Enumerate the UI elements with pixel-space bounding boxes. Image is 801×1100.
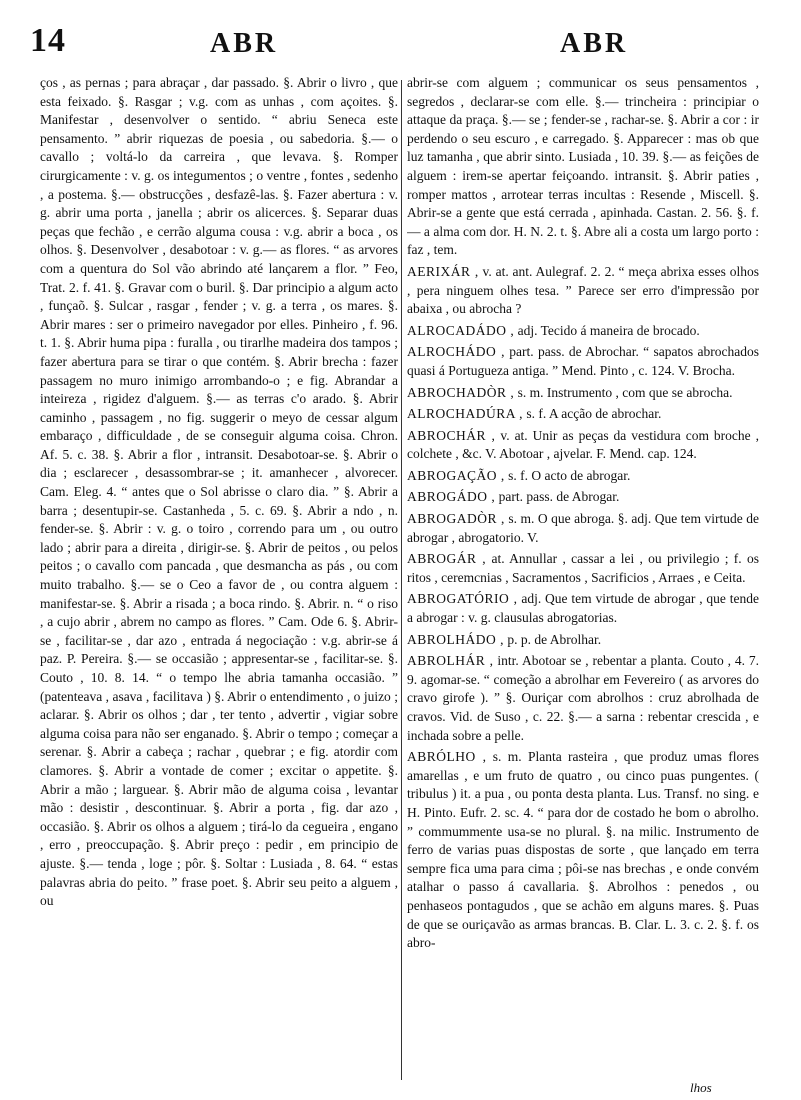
- dictionary-entry: [407, 550, 759, 587]
- entry-definition: adj. Tecido á maneira de brocado.: [514, 322, 700, 338]
- dictionary-entry: [407, 652, 759, 745]
- entry-definition: adj. Que tem virtude de abrogar , que tende a abrogar : v. g. clausulas abrogatorias.: [407, 591, 759, 626]
- entry-definition: p. p. de Abrolhar.: [504, 631, 602, 647]
- entry-definition: intr. Abotoar se , rebentar a planta. Couto , 4. 7. 9. agomar-se. “ começão a abrolhar em Fevereiro ( as arvores do cravo girofe ). ” §. Ouriçar com abrolhos : cruz abrolhada de cravos. Vid. de Suso , c. 22. §.— a sarna : rebentar crescida , e inchada sobre a pelle.: [407, 653, 759, 743]
- dictionary-entry: [407, 631, 759, 650]
- entry-headword: ABROGÁDO ,: [407, 489, 496, 505]
- entry-definition: s. m. Planta rasteira , que produz umas flores amarellas , e um fruto de quatro , ou cinco puas pungentes. ( tribulus ) it. a pua , ou ponta desta planta. Lus. Transf. no sing. e H. Pinto. Eufr. 2. sc. 4. “ para dor de costado he bom o abrolho. ” commummente usa-se no plural. §. na milic. Instrumento de ferro de varias puas dispostas de sorte , que lançado em terra sempre fica uma para cima ; pôi-se nas brechas , e onde convém atalhar o passo á cavallaria. §. Abrolhos : penedos , ou penhaseos pontagudos , que se achão em alguns mares. §. Puas de que se ouriçavão as armas brancas. B. Clar. L. 3. c. 2. §. f. os abro-: [407, 749, 759, 951]
- dictionary-entry: [407, 488, 759, 507]
- catchword: lhos: [690, 1080, 712, 1095]
- right-column: [407, 74, 759, 1084]
- entry-definition: s. m. Instrumento , com que se abrocha.: [514, 384, 733, 400]
- entry-definition: v. at. ant. Aulegraf. 2. 2. “ meça abrixa esses olhos , pera ninguem olhes tesa. ” Parece ser erro d'impressão por abaixa , ou abrocha ?: [407, 263, 759, 317]
- left-column-text: ços , as pernas ; para abraçar , dar passado. §. Abrir o livro , que esta feixado. §. Rasgar ; v.g. com as unhas , com açoites. §. Manifestar , desenvolver o sentido. “ abriu Seneca este pensamento. ” abrir riquezas de poesia , ou sabedoria. §.— o cavallo ; voltá-lo da carreira , que levava. §. Romper cirurgicamente : v. g. os integumentos ; o ventre , fontes , sedenho , a postema. §.— obstrucções , desfazê-las. §. Fazer abertura : v. g. abrir uma porta , janella ; abrir os alicerces. §. Separar duas peças que fechão , e cerrão alguma cousa : v.g. abrir a boca , os olhos. §. Desenvolver , desabotoar : v. g.— as flores. “ as arvores com a quentura do Sol vão abrindo até lançarem a flor. ” Feo, Trat. 2. f. 41. §. Gravar com o buril. §. Dar principio a algum acto , funçaõ. §. Sulcar , rasgar , fender ; v. g. a terra , os mares. §. Abrir mares : ser o primeiro navegador por elles. Pinheiro , f. 96. t. 1. §. Abrir huma pipa : furalla , ou tirarlhe madeira dos tampos ; fazer abertura para se tirar o que contém. §. Abrir brecha : fazer passagem no muro inimigo arrombando-o ; e fig. Abrandar a inteireza , rigidez d'alguem. §.— as terras c'o arado. §. Abrir caminho , passagem , no fig. suggerir o meyo de cessar algum embaraço , difficuldade , de se conseguir alguma coisa. Chron. Af. 5. c. 38. §. Abrir a flor , intransit. Desabotoar-se. §. Abrir o dia ; esclarecer , desassombrar-se ; it. amanhecer , alvorecer. Cam. Eleg. 4. “ antes que o Sol abrisse o claro dia. ” §. Abrir a barra ; desentupir-se. Castanheda , 5. c. 69. §. Abrir a ndo , n. fender-se. §. Abrir : v. g. o toiro , correndo para um , ou outro lado ; abrir para a direita , dirigir-se. §. Abrir de peitos , ou pelos peitos ; o cavallo com pancada , que desmancha as pás , ou com muito trabalho. §.— se o Ceo a favor de , ou contra alguem : manifestar-se. §. Abrir a risada ; a boca rindo. §. Abrir. n. “ o riso , a cujo abrir , abrem no campo as flores. ” Cam. Ode 6. §. Abrir-se , facilitar-se , dar azo , entrada á negociação : v.g. abrir-se á paz. P. Pereira. §.— se occasião ; appresentar-se , facilitar-se. §. Couto , 10. 8. 14. “ o tempo lhe abria tamanha occasião. ” (patenteava , asava , facilitava ) §. Abrir o entendimento , o juizo ; aclarar. §. Abrir os olhos ; dar , ter tento , advertir , vigiar sobre alguma coisa para não ser enganado. §. Abrir o tempo ; começar a serenar. §. Abrir a cabeça ; rachar , quebrar ; e fig. atordir com clamores. §. Abrir a vontade de comer ; excitar o appetite. §. Abrir a mão ; larguear. §. Abrir mão de alguma coisa , levantar mão : desistir , descontinuar. §. Abrir a porta , fig. dar azo , occasião. §. Abrir os olhos a alguem ; tirá-lo da cegueira , engano , erro , preoccupação. §. Abrir preço : pedir , em principio de ajuste. §.— tenda , loge ; pôr. §. Soltar : Lusiada , 8. 64. “ estas palavras abria do peito. ” frase poet. §. Abrir seu peito a alguem , ou: [40, 75, 398, 909]
- dictionary-entry: [407, 467, 759, 486]
- left-column: [40, 74, 398, 1084]
- dictionary-entry: [407, 748, 759, 953]
- entry-headword: ABROLHÁR ,: [407, 653, 494, 669]
- entry-definition: s. m. O que abroga. §. adj. Que tem virtude de abrogar , abrogatorio. V.: [407, 511, 759, 545]
- entry-definition: part. pass. de Abrochar. “ sapatos abrochados quasi á Portugueza antiga. ” Mend. Pinto , c. 124. V. Brocha.: [407, 344, 759, 378]
- entry-definition: part. pass. de Abrogar.: [495, 489, 620, 505]
- entry-definition: s. f. A acção de abrochar.: [523, 406, 662, 422]
- page-header: [0, 0, 801, 70]
- entry-definition: at. Annullar , cassar a lei , ou privilegio ; f. os ritos , ceremcnias , Sacramentos , Sacrificios , Arraes , e Ceita.: [407, 551, 759, 585]
- dictionary-entry: [407, 510, 759, 547]
- dictionary-entry: [407, 384, 759, 403]
- entry-headword: ABROGAÇÃO ,: [407, 467, 505, 483]
- entry-headword: ABROGATÓRIO ,: [407, 591, 518, 607]
- dictionary-entry: [407, 427, 759, 464]
- entry-headword: ALROCHADÚRA ,: [407, 406, 524, 422]
- left-running-head: ABR: [210, 28, 279, 59]
- entry-headword: ABROGÁR ,: [407, 551, 487, 567]
- entry-headword: AERIXÁR ,: [407, 263, 479, 279]
- entry-definition: abrir-se com alguem ; communicar os seus pensamentos , segredos , declarar-se com elle. §.— trincheira : principiar o attaque da praça. §.— se ; fender-se , rachar-se. §. Abrir a cor : ir perdendo o seu escuro , e carregado. §. Apparecer : mas ob que luz tamanha , que abrir sinto. Lusiada , 10. 39. §.— as feições de alguem : irem-se apertar feiçoando. intransit. §. Abrir paties , romper mattos , arrotear terras incultas : Resende , Miscell. §. Abrir-se a gente que está cerrada , apinhada. Castan. 2. 56. §. f.— a alma com dor. H. N. 2. t. §. Abre ali a costa um largo porto : faz , tem.: [407, 75, 759, 258]
- entry-headword: ALROCHÁDO ,: [407, 344, 505, 360]
- dictionary-entry: [407, 343, 759, 380]
- dictionary-entry: [407, 405, 759, 424]
- dictionary-entry: [407, 263, 759, 319]
- page-number: 14: [30, 22, 66, 59]
- entry-definition: s. f. O acto de abrogar.: [504, 467, 631, 483]
- entry-headword: ALROCADÁDO ,: [407, 322, 515, 338]
- right-running-head: ABR: [560, 28, 629, 59]
- column-divider: [401, 80, 402, 1080]
- entry-definition: v. at. Unir as peças da vestidura com broche , colchete , &c. V. Abotoar , ajvelar. F. Mend. cap. 124.: [407, 427, 759, 462]
- entry-headword: ABROCHADÒR ,: [407, 384, 515, 400]
- entry-headword: ABROCHÁR ,: [407, 427, 496, 443]
- entry-headword: ABROGADÒR ,: [407, 511, 505, 527]
- dictionary-entry: [407, 322, 759, 341]
- dictionary-entry: [407, 74, 759, 260]
- entry-headword: ABRÓLHO ,: [407, 749, 487, 765]
- entry-headword: ABROLHÁDO ,: [407, 631, 505, 647]
- dictionary-entry: [407, 590, 759, 627]
